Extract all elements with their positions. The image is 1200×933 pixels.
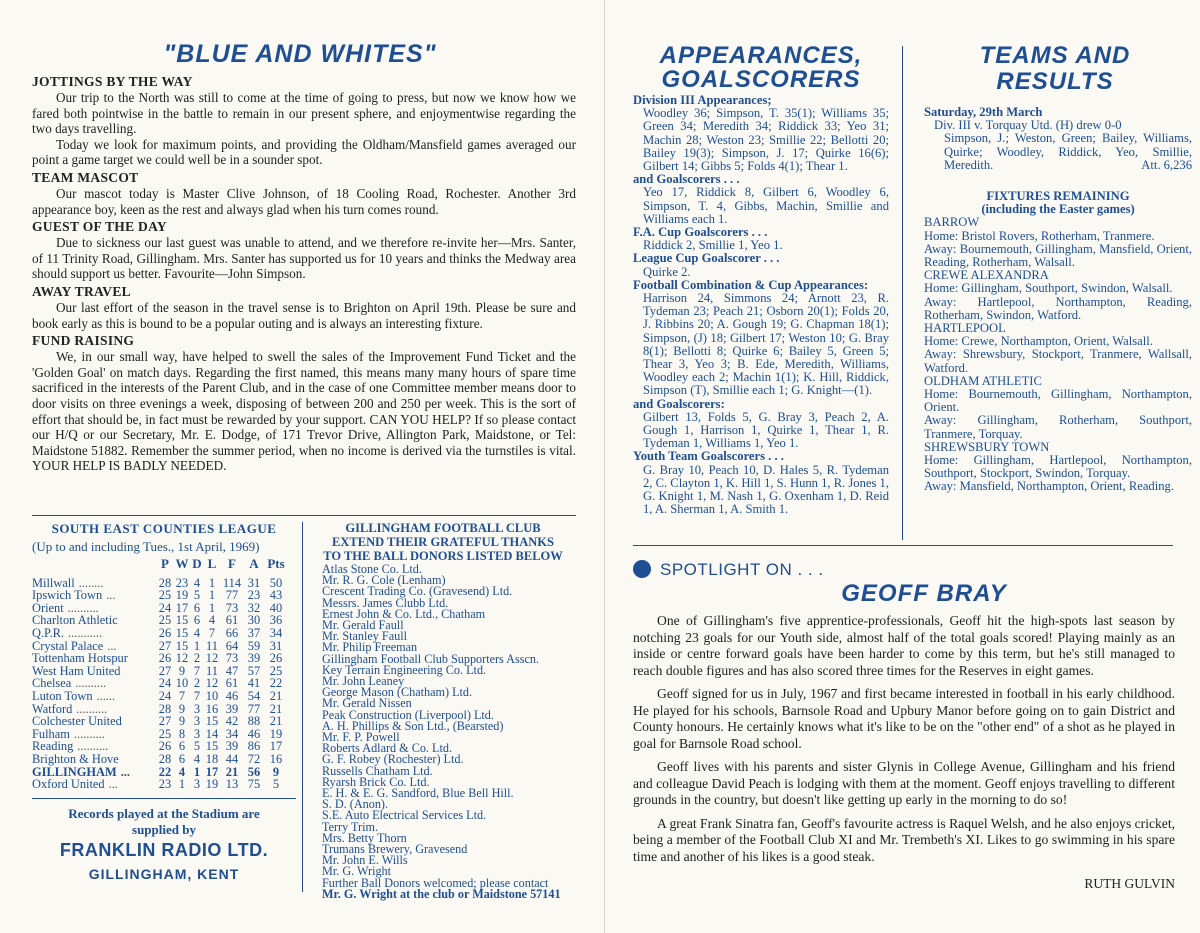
donor-item: Gillingham Football Club Supporters Asscn. xyxy=(322,651,540,666)
league-cell-pts: 17 xyxy=(269,739,283,754)
appearance-text: Yeo 17, Riddick 8, Gilbert 6, Woodley 6, Simpson, T. 4, Gibbs, Machin, Smillie and Williams each 1. xyxy=(643,185,889,226)
spotlight-paragraph: Geoff signed for us in July, 1967 and first became interested in football in his early childhood. He played for his schools, Barnsole Road and Upbury Manor before going on to gain District and County honours. He certainly knows what it's like to be on the "other end" of a shot as he played in goal for Barnsole Road school. xyxy=(633,686,1175,751)
section-heading: JOTTINGS BY THE WAY xyxy=(32,74,193,89)
fixture-home: Home: Bristol Rovers, Rotherham, Tranmere. xyxy=(924,228,1155,243)
appearance-text: Harrison 24, Simmons 24; Arnott 23, R. Tydeman 23; Peach 21; Osborn 20(1); Folds 20, J. Ribbins 20; A. Gough 19; G. Chapman 18(1); Simpson, (J) 18; Gilbert 17; Weston 10; G. Bray 8(1); Bellotti 8; Quirke 6; Bailey 5, Green 5; Thear 3, Yeo 3; B. Ede, Meredith, Williams, Woodley each 2; Machin 1(1); K. Hill, Riddick, Simpson (T), Smillie each 1; G. Knight—(1). xyxy=(643,291,889,398)
section-heading: GUEST OF THE DAY xyxy=(32,219,167,235)
league-cell-a: 32 xyxy=(247,600,261,615)
league-cell-pts: 22 xyxy=(269,676,283,691)
league-cell-l: 16 xyxy=(205,701,219,716)
match-heading: Saturday, 29th March xyxy=(924,105,1043,119)
league-cell-l: 11 xyxy=(206,638,218,653)
donor-item: Ryarsh Brick Co. Ltd. xyxy=(322,774,430,789)
league-dots: .......... xyxy=(75,676,107,691)
league-cell-f: 42 xyxy=(225,714,239,729)
league-cell-d: 4 xyxy=(193,625,201,640)
league-cell-pts: 21 xyxy=(269,688,283,703)
league-cell-p: 22 xyxy=(158,764,172,779)
league-cell-pts: 36 xyxy=(269,613,283,628)
league-dots: .......... xyxy=(67,600,99,615)
league-cell-d: 3 xyxy=(193,777,201,792)
donor-item: Mr. F. P. Powell xyxy=(322,730,400,745)
league-cell-p: 24 xyxy=(158,600,172,615)
league-cell-p: 25 xyxy=(158,726,172,741)
league-cell-a: 56 xyxy=(247,764,261,779)
donor-item: Mrs. Betty Thorn xyxy=(322,830,407,845)
league-row xyxy=(32,715,288,728)
league-cell-pts: 31 xyxy=(269,638,283,653)
fixture-home: Home: Bournemouth, Gillingham, Northampton, Orient. xyxy=(924,387,1192,415)
league-cell-pts: 5 xyxy=(272,777,280,792)
league-column-header: A xyxy=(249,556,259,571)
league-cell-d: 7 xyxy=(193,688,201,703)
league-dots: ... xyxy=(107,638,117,653)
appearance-heading: League Cup Goalscorer . . . xyxy=(633,251,780,266)
league-cell-f: 34 xyxy=(225,726,239,741)
league-team-name: Watford xyxy=(32,701,73,716)
appearance-text: G. Bray 10, Peach 10, D. Hales 5, R. Tydeman 2, C. Clayton 1, K. Hill 1, S. Hunn 1, R. Jones 1, G. Knight 1, M. Nash 1, G. Oxenham 1, D. Reid 1, A. Sherman 1, A. Smith 1. xyxy=(643,462,889,517)
donor-item: Crescent Trading Co. (Gravesend) Ltd. xyxy=(322,584,513,599)
league-dots: ... xyxy=(106,588,116,603)
league-cell-d: 3 xyxy=(193,726,201,741)
league-cell-pts: 19 xyxy=(269,726,283,741)
donor-item: Mr. Stanley Faull xyxy=(322,629,407,644)
league-team-name: Q.P.R. xyxy=(32,625,65,640)
donor-item: Terry Trim. xyxy=(322,819,379,834)
donors-title: GILLINGHAM FOOTBALL CLUB xyxy=(345,521,541,535)
appearance-heading: Division III Appearances; xyxy=(633,93,772,107)
league-cell-d: 4 xyxy=(193,575,201,590)
league-cell-p: 24 xyxy=(158,676,172,691)
league-cell-l: 11 xyxy=(206,663,218,678)
league-table xyxy=(32,558,288,791)
league-team-cell xyxy=(32,778,156,791)
appearance-text: Quirke 2. xyxy=(643,264,691,279)
league-cell-d: 2 xyxy=(193,676,201,691)
donor-item: Mr. R. G. Cole (Lenham) xyxy=(322,573,446,588)
records-line1: Records played at the Stadium are xyxy=(68,806,260,821)
fixture-away: Away: Mansfield, Northampton, Orient, Reading. xyxy=(924,479,1174,494)
records-divider xyxy=(32,798,296,799)
league-cell-f: 39 xyxy=(225,701,239,716)
league-dots: ........... xyxy=(68,625,103,640)
teams-title-2: RESULTS xyxy=(996,68,1114,95)
league-cell-d: 1 xyxy=(193,638,201,653)
league-dots: ... xyxy=(108,777,118,792)
league-cell-a: 31 xyxy=(247,575,261,590)
league-cell-w: 9 xyxy=(178,714,186,729)
league-cell-l: 19 xyxy=(205,777,219,792)
column-divider xyxy=(302,522,303,892)
league-cell-w: 19 xyxy=(175,588,189,603)
league-cell-a: 23 xyxy=(247,588,261,603)
spotlight-label: SPOTLIGHT ON . . . xyxy=(660,560,824,579)
section-heading: FUND RAISING xyxy=(32,333,135,349)
spotlight-name: GEOFF BRAY xyxy=(841,580,1007,607)
league-team-name: West Ham United xyxy=(32,663,121,678)
league-team-name: Orient xyxy=(32,600,64,615)
league-cell-a: 39 xyxy=(247,651,261,666)
league-cell-w: 8 xyxy=(178,726,186,741)
section-heading: TEAM MASCOT xyxy=(32,169,139,185)
league-cell-d: 6 xyxy=(193,613,201,628)
league-cell-l: 1 xyxy=(208,600,216,615)
donor-item: Russells Chatham Ltd. xyxy=(322,763,433,778)
league-cell-f: 61 xyxy=(225,676,239,691)
appearance-heading: F.A. Cup Goalscorers . . . xyxy=(633,225,768,240)
appearances-title-1: APPEARANCES, xyxy=(659,42,863,69)
league-cell-d: 4 xyxy=(193,751,201,766)
league-cell-p: 27 xyxy=(158,638,172,653)
spotlight-paragraph: One of Gillingham's five apprentice-professionals, Geoff hit the high-spots last season by notching 23 goals for our Youth side, almost half of the total goals scored! Playing mainly as an inside or centre forward goals have been harder to come by this term, but he's still managed to reach double figures and has also scored three times for the Reserves in eight games. xyxy=(633,613,1175,678)
league-cell-a: 86 xyxy=(247,739,261,754)
league-cell-w: 15 xyxy=(175,638,189,653)
league-header-row xyxy=(32,558,288,577)
league-cell-p: 27 xyxy=(158,663,172,678)
appearances-body xyxy=(633,94,889,517)
league-dots: ...... xyxy=(96,688,116,703)
league-cell-f: 44 xyxy=(225,751,239,766)
league-cell-a: 88 xyxy=(247,714,261,729)
league-cell-f: 47 xyxy=(225,663,239,678)
match-lineup xyxy=(924,132,1192,172)
section-paragraph: Our trip to the North was still to come at the time of going to press, but now we know how we fared both pointwise in the battle to remain in our present sphere, and enjoymentwise regarding the two days travelling. xyxy=(32,90,576,137)
league-cell-f: 66 xyxy=(225,625,239,640)
fixture-club: HARTLEPOOL xyxy=(924,321,1006,336)
donor-item: Atlas Stone Co. Ltd. xyxy=(322,562,422,576)
donor-item: Mr. Gerald Nissen xyxy=(322,696,412,711)
appearance-text: Woodley 36; Simpson, T. 35(1); Williams 35; Green 34; Meredith 34; Riddick 33; Yeo 31; Machin 28; Weston 23; Smillie 22; Bellotti 20; Bailey 19(3); Simpson, J. 17; Quirke 16(6); Gilbert 14; Gibbs 5; Folds 4(1); Thear 1. xyxy=(643,106,889,174)
league-cell-w: 17 xyxy=(175,600,189,615)
fixture-club: CREWE ALEXANDRA xyxy=(924,268,1049,283)
fixture-club: SHREWSBURY TOWN xyxy=(924,439,1050,454)
donor-item: Further Ball Donors welcomed; please contact xyxy=(322,875,549,890)
league-cell-w: 12 xyxy=(175,651,189,666)
fixture-away: Away: Hartlepool, Northampton, Reading, Rotherham, Swindon, Watford. xyxy=(924,294,1192,322)
league-dots: .......... xyxy=(77,739,109,754)
league-column-header: D xyxy=(192,556,202,571)
appearance-heading: Youth Team Goalscorers . . . xyxy=(633,449,784,464)
donor-item: Mr. G. Wright xyxy=(322,864,392,879)
appearance-text: Riddick 2, Smillie 1, Yeo 1. xyxy=(643,238,783,253)
appearance-text: Gilbert 13, Folds 5, G. Bray 3, Peach 2, A. Gough 1, Harrison 1, Quirke 1, Thear 1, R. Tydeman 1, Williams 1, Yeo 1. xyxy=(643,409,889,451)
section-paragraph: Due to sickness our last guest was unable to attend, and we therefore re-invite her—Mrs. Santer, of 11 Trinity Road, Gillingham. Mrs. Santer has supported us for 10 years and thinks the Medway area should support us better. Favourite—John Simpson. xyxy=(32,235,576,282)
league-cell-pts: 34 xyxy=(269,625,283,640)
league-cell-pts: 21 xyxy=(269,714,283,729)
league-cell-pts: 25 xyxy=(269,663,283,678)
league-cell-f: 77 xyxy=(225,588,239,603)
appearance-heading: Football Combination & Cup Appearances: xyxy=(633,277,869,292)
league-cell-p: 26 xyxy=(158,651,172,666)
fixture-home: Home: Crewe, Northampton, Orient, Walsall. xyxy=(924,334,1153,349)
spotlight-author: RUTH GULVIN xyxy=(1084,876,1175,891)
league-cell-p: 25 xyxy=(158,588,172,603)
league-cell-p: 26 xyxy=(158,739,172,754)
records-location: GILLINGHAM, KENT xyxy=(88,866,240,882)
league-cell-l: 14 xyxy=(205,726,219,741)
league-cell-a: 72 xyxy=(247,751,261,766)
donor-item: Mr. John E. Wills xyxy=(322,853,408,868)
league-cell-l: 10 xyxy=(205,688,219,703)
league-cell-l: 1 xyxy=(208,588,216,603)
donor-item: Roberts Adlard & Co. Ltd. xyxy=(322,741,452,756)
league-title: SOUTH EAST COUNTIES LEAGUE xyxy=(51,521,277,536)
league-team-header xyxy=(32,558,156,577)
league-cell-l: 1 xyxy=(208,575,216,590)
donor-item: Ernest John & Co. Ltd., Chatham xyxy=(322,606,486,621)
league-cell-d: 5 xyxy=(193,739,201,754)
spotlight-divider xyxy=(633,545,1173,546)
donors-subtitle1: EXTEND THEIR GRATEFUL THANKS xyxy=(332,535,554,549)
league-cell-p: 27 xyxy=(158,714,172,729)
league-subtitle: (Up to and including Tues., 1st April, 1969) xyxy=(32,539,260,554)
league-cell-w: 9 xyxy=(178,701,186,716)
spotlight-paragraph: A great Frank Sinatra fan, Geoff's favourite actress is Raquel Welsh, and he also enjoys cricket, being a member of the Football Club XI and Mr. Trembeth's XI. Likes to go swimming in his spare time and another of his likes is a good steak. xyxy=(633,815,1176,864)
league-dots: ... xyxy=(120,764,130,779)
right-column-divider xyxy=(902,46,903,540)
league-cell-w: 15 xyxy=(175,613,189,628)
league-cell-l: 12 xyxy=(205,651,219,666)
section-paragraph: Our last effort of the season in the travel sense is to Brighton on April 19th. Please be sure and book early as this is bound to be a popular outing and is always an interesting fixture. xyxy=(32,299,576,331)
league-cell-f: 21 xyxy=(225,764,239,779)
league-cell-f: 61 xyxy=(225,613,239,628)
league-cell-f: 46 xyxy=(225,688,239,703)
donor-item: A. H. Phillips & Son Ltd., (Bearsted) xyxy=(322,718,504,733)
league-cell-d: 2 xyxy=(193,651,201,666)
league-cell-l: 17 xyxy=(205,764,219,779)
league-cell-d: 6 xyxy=(193,600,201,615)
donor-item: G. F. Robey (Rochester) Ltd. xyxy=(322,752,464,767)
section-paragraph: Our mascot today is Master Clive Johnson, of 18 Cooling Road, Rochester. Another 3rd appearance boy, keen as the rest and always glad when his turn comes round. xyxy=(32,185,576,217)
league-cell-pts: 50 xyxy=(269,575,283,590)
fixture-home: Home: Gillingham, Southport, Swindon, Walsall. xyxy=(924,281,1173,296)
league-cell-w: 6 xyxy=(178,751,186,766)
match-line: Div. III v. Torquay Utd. (H) drew 0-0 xyxy=(934,118,1122,133)
league-team-name: GILLINGHAM xyxy=(32,764,117,779)
league-cell-l: 15 xyxy=(205,714,219,729)
league-cell-w: 23 xyxy=(175,575,189,590)
league-team-name: Ipswich Town xyxy=(32,588,103,603)
section-paragraph: We, in our small way, have helped to swell the sales of the Improvement Fund Ticket and the 'Golden Goal' on match days. Regarding the first named, this means many many hours of spare time sacrificed in the interests of the Parent Club, and in the case of one Committee member means door to door visits on three evenings a week, disposing of between 200 and 250 per week. This is the sort of effort that should be, in fact must be rewarded by your support. CAN YOU HELP? If so please contact our H/Q or our Secretary, Mr. E. Dodge, of 171 Trevor Drive, Allington Park, Maidstone, or Tel: Maidstone 51882. Remember the summer period, when no income is derived via the turnstiles is vital. YOUR HELP IS BADLY NEEDED. xyxy=(32,349,576,474)
spotlight-body xyxy=(633,613,1175,872)
fixtures-subtitle: (including the Easter games) xyxy=(981,202,1135,217)
blue-whites-body xyxy=(32,72,576,474)
league-column-header: P xyxy=(161,556,169,571)
league-cell-l: 18 xyxy=(205,751,219,766)
league-cell-pts: 9 xyxy=(272,764,280,779)
fixture-away: Away: Bournemouth, Gillingham, Mansfield, Orient, Reading, Rotherham, Walsall. xyxy=(924,241,1192,270)
league-row xyxy=(32,589,288,602)
league-cell-p: 26 xyxy=(158,625,172,640)
spotlight-paragraph: Geoff lives with his parents and sister Glynis in College Avenue, Gillingham and his friend and colleague David Peach is lodging with them at the moment. Geoff enjoys travelling to different grounds in the country, but doesn't like getting up early in the morning to do so! xyxy=(633,759,1175,807)
teams-body xyxy=(924,106,1192,494)
league-dots: .......... xyxy=(76,701,108,716)
league-cell-p: 28 xyxy=(158,751,172,766)
teams-title-1: TEAMS AND xyxy=(979,42,1131,69)
league-team-name: Tottenham Hotspur xyxy=(32,651,128,666)
appearance-heading: and Goalscorers: xyxy=(633,396,725,411)
league-column-header: Pts xyxy=(267,556,285,571)
donor-item: Trumans Brewery, Gravesend xyxy=(322,842,468,857)
records-company: FRANKLIN RADIO LTD. xyxy=(59,840,269,860)
league-cell-a: 30 xyxy=(247,613,261,628)
donor-item: Mr. Philip Freeman xyxy=(322,640,418,655)
league-cell-a: 77 xyxy=(247,701,261,716)
league-cell-d: 3 xyxy=(193,701,201,716)
league-cell-a: 54 xyxy=(247,688,261,703)
league-cell-w: 6 xyxy=(178,739,186,754)
league-cell-l: 7 xyxy=(208,625,216,640)
league-cell-f: 73 xyxy=(225,600,239,615)
league-cell-a: 37 xyxy=(247,625,261,640)
league-cell-l: 4 xyxy=(208,613,216,628)
league-cell-p: 25 xyxy=(158,613,172,628)
donor-list xyxy=(322,564,582,889)
fixture-away: Away: Shrewsbury, Stockport, Tranmere, Wallsall, Watford. xyxy=(924,347,1192,375)
league-cell-pts: 16 xyxy=(269,751,283,766)
league-cell-p: 28 xyxy=(158,701,172,716)
donor-item: Mr. John Leaney xyxy=(322,674,405,689)
donor-item: Peak Construction (Liverpool) Ltd. xyxy=(322,707,494,722)
league-cell-d: 1 xyxy=(193,764,201,779)
league-cell-p: 24 xyxy=(158,688,172,703)
league-team-name: Chelsea xyxy=(32,676,72,691)
fixture-home: Home: Gillingham, Hartlepool, Northampton, Southport, Stockport, Swindon, Torquay. xyxy=(924,453,1192,481)
league-cell-f: 13 xyxy=(225,777,239,792)
league-cell-f: 39 xyxy=(225,739,239,754)
league-cell-f: 114 xyxy=(222,575,242,590)
attendance: Att. 6,236 xyxy=(1141,157,1192,172)
league-table-wrap xyxy=(32,558,302,791)
league-cell-w: 1 xyxy=(178,777,186,792)
spotlight-bullet-icon xyxy=(633,560,651,578)
league-cell-pts: 26 xyxy=(269,651,283,666)
league-dots: .......... xyxy=(73,726,105,741)
donor-item: Messrs. James Clubb Ltd. xyxy=(322,595,449,610)
league-team-name: Charlton Athletic xyxy=(32,613,118,628)
league-cell-a: 75 xyxy=(247,777,261,792)
appearance-heading: and Goalscorers . . . xyxy=(633,172,740,187)
league-cell-p: 23 xyxy=(158,777,172,792)
league-cell-f: 73 xyxy=(225,651,239,666)
league-cell-w: 7 xyxy=(178,688,186,703)
league-team-name: Oxford United xyxy=(32,777,105,792)
league-cell-f: 64 xyxy=(225,638,239,653)
section-heading: AWAY TRAVEL xyxy=(32,283,131,299)
league-dots: ........ xyxy=(78,575,104,590)
league-cell-l: 15 xyxy=(205,739,219,754)
league-cell-a: 59 xyxy=(247,638,261,653)
right-page xyxy=(606,0,1200,933)
donor-item: George Mason (Chatham) Ltd. xyxy=(322,685,473,700)
league-cell-p: 28 xyxy=(158,575,172,590)
donor-item: Key Terrain Engineering Co. Ltd. xyxy=(322,662,487,677)
league-team-name: Brighton & Hove xyxy=(32,751,119,766)
league-cell-w: 10 xyxy=(175,676,189,691)
league-column-header: W xyxy=(175,556,189,571)
donor-item: S. D. (Anon). xyxy=(322,797,389,812)
fixtures-list xyxy=(924,216,1192,493)
blue-whites-title: "BLUE AND WHITES" xyxy=(163,40,437,68)
lineup-text: Simpson, J.; Weston, Green; Bailey, Williams, Quirke; Woodley, Riddick, Yeo, Smillie, Meredith. xyxy=(944,131,1192,172)
league-team-name: Millwall xyxy=(32,575,75,590)
league-cell-pts: 40 xyxy=(269,600,283,615)
league-cell-d: 5 xyxy=(193,588,201,603)
donors-contact: Mr. G. Wright at the club or Maidstone 57141 xyxy=(322,887,561,901)
league-cell-l: 12 xyxy=(205,676,219,691)
league-cell-a: 41 xyxy=(247,676,261,691)
section-divider xyxy=(32,515,576,516)
donor-item: E. H. & E. G. Sandford, Blue Bell Hill. xyxy=(322,786,514,801)
league-team-name: Luton Town xyxy=(32,688,93,703)
league-column-header: L xyxy=(207,556,217,571)
fixtures-title: FIXTURES REMAINING xyxy=(986,189,1130,204)
league-team-name: Fulham xyxy=(32,726,70,741)
league-cell-w: 4 xyxy=(178,764,186,779)
donors-subtitle2: TO THE BALL DONORS LISTED BELOW xyxy=(323,549,563,563)
donor-item: S.E. Auto Electrical Services Ltd. xyxy=(322,808,487,823)
donor-item: Mr. Gerald Faull xyxy=(322,618,404,633)
league-cell-w: 9 xyxy=(178,663,186,678)
league-cell-d: 7 xyxy=(193,663,201,678)
league-row xyxy=(32,778,288,791)
fixture-club: OLDHAM ATHLETIC xyxy=(924,373,1042,388)
league-cell-pts: 43 xyxy=(269,588,283,603)
league-cell-a: 57 xyxy=(247,663,261,678)
records-line2: supplied by xyxy=(132,822,196,837)
league-column-header: F xyxy=(228,556,236,571)
section-paragraph: Today we look for maximum points, and providing the Oldham/Mansfield games averaged our point a game target we could well be in a sounder spot. xyxy=(32,136,576,168)
appearances-title-2: GOALSCORERS xyxy=(661,66,861,93)
fixture-away: Away: Gillingham, Rotherham, Southport, Tranmere, Torquay. xyxy=(924,413,1192,441)
league-cell-pts: 21 xyxy=(269,701,283,716)
league-team-name: Reading xyxy=(32,739,74,754)
league-cell-d: 3 xyxy=(193,714,201,729)
league-team-name: Crystal Palace xyxy=(32,638,104,653)
league-team-name: Colchester United xyxy=(32,714,122,729)
league-cell-w: 15 xyxy=(175,625,189,640)
league-cell-a: 46 xyxy=(247,726,261,741)
fixture-club: BARROW xyxy=(924,215,980,230)
